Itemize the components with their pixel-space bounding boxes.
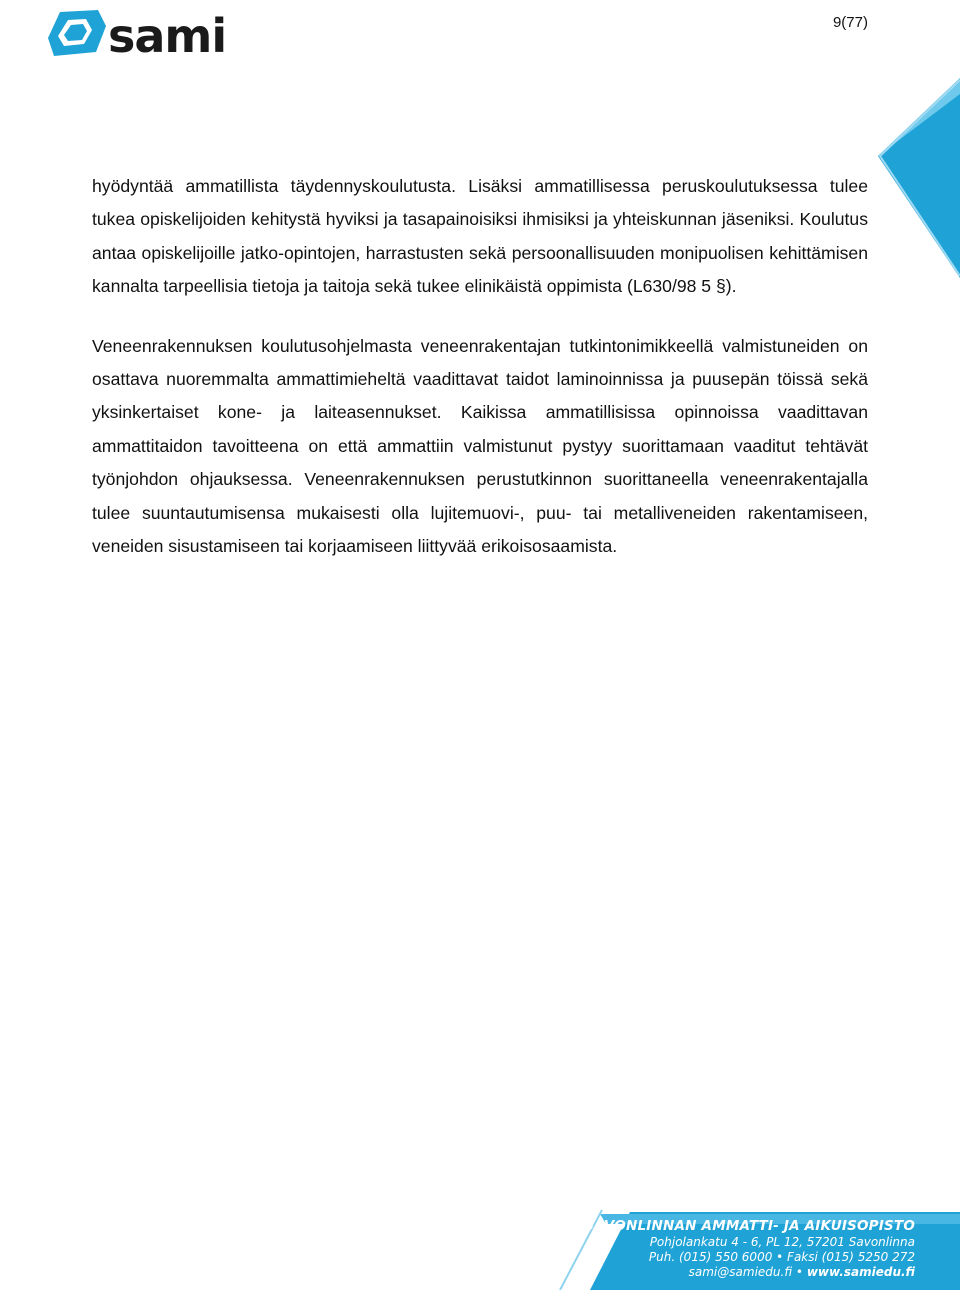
footer-phone-fax: Puh. (015) 550 6000 • Faksi (015) 5250 272 <box>648 1250 915 1264</box>
footer-web-line <box>575 1265 915 1280</box>
sami-logo <box>40 6 260 64</box>
footer-address: Pohjolankatu 4 - 6, PL 12, 57201 Savonlinna <box>649 1235 915 1249</box>
corner-decoration-top <box>878 78 960 278</box>
logo-wordmark: sami <box>108 9 227 63</box>
footer-contact <box>575 1217 915 1280</box>
footer-email[interactable]: sami@samiedu.fi <box>688 1265 793 1279</box>
document-body <box>92 170 868 589</box>
paragraph: hyödyntää ammatillista täydennyskoulutusta. Lisäksi ammatillisessa peruskoulutuksessa tulee tukea opiskelijoiden kehitystä hyviksi ja tasapainoisiksi ihmisiksi ja yhteiskunnan jäseniksi. Koulutus antaa opiskelijoille jatko-opintojen, harrastusten sekä persoonallisuuden monipuolisen kehittämisen kannalta tarpeellisia tietoja ja taitoja sekä tukee elinikäistä oppimista (L630/98 5 §). <box>92 176 868 297</box>
page-number: 9(77) <box>832 14 868 31</box>
logo-emblem-icon <box>48 10 106 56</box>
footer-separator: • <box>795 1265 807 1279</box>
paragraph: Veneenrakennuksen koulutusohjelmasta veneenrakentajan tutkintonimikkeellä valmistuneiden on osattava nuoremmalta ammattimieheltä vaadittavat taidot laminoinnissa ja puusepän töissä sekä yksinkertaiset kone- ja laiteasennukset. Kaikissa ammatillisissa opinnoissa vaadittavan ammattitaidon tavoitteena on että ammattiin valmistunut pystyy suorittamaan vaaditut tehtävät työnjohdon ohjauksessa. Veneenrakennuksen perustutkinnon suorittaneella veneenrakentajalla tulee suuntautumisensa mukaisesti olla lujitemuovi-, puu- tai metalliveneiden rakentamiseen, veneiden sisustamiseen tai korjaamiseen liittyvää erikoisosaamista. <box>92 335 868 557</box>
footer-org-name: SAVONLINNAN AMMATTI- JA AIKUISOPISTO <box>584 1218 915 1234</box>
footer-website[interactable]: www.samiedu.fi <box>806 1265 915 1279</box>
